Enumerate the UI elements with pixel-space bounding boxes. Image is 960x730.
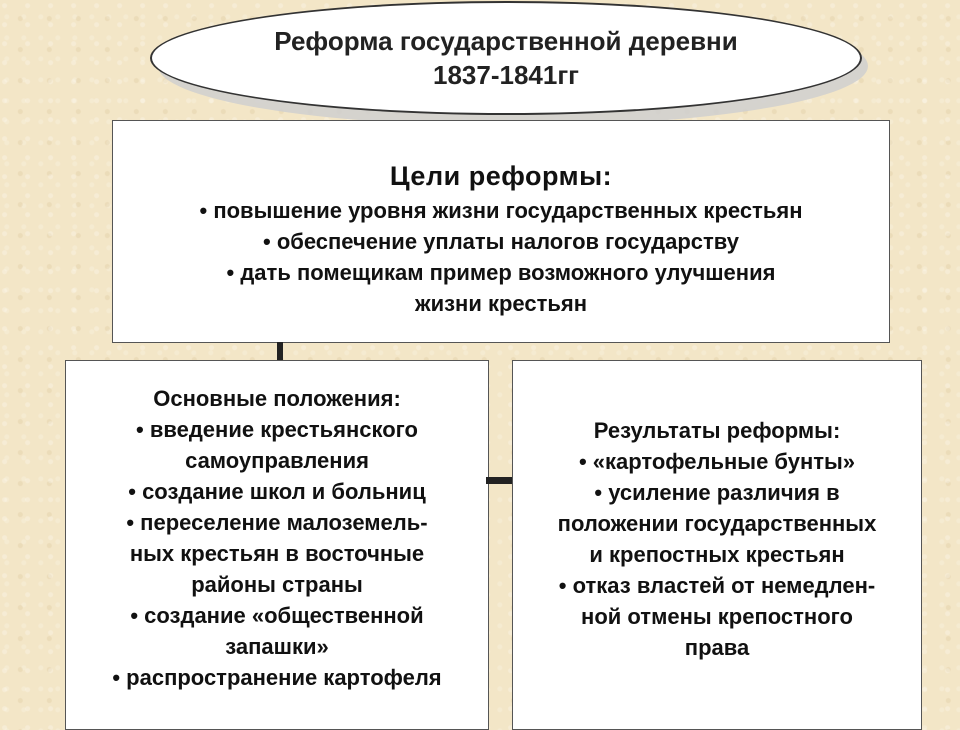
goals-line: • дать помещикам пример возможного улучшения xyxy=(226,260,776,285)
title-line-1: Реформа государственной деревни xyxy=(274,26,738,56)
provisions-line: запашки» xyxy=(225,634,329,659)
provisions-line: районы страны xyxy=(191,572,363,597)
goals-line: жизни крестьян xyxy=(414,291,588,316)
goals-line: • обеспечение уплаты налогов государству xyxy=(263,229,739,254)
results-title: Результаты реформы: xyxy=(593,418,841,443)
provisions-line: • создание школ и больниц xyxy=(128,479,426,504)
results-line: ной отмены крепостного xyxy=(581,604,853,629)
results-line: • «картофельные бунты» xyxy=(578,449,856,474)
title-ellipse xyxy=(150,1,862,115)
provisions-line: • переселение малоземель- xyxy=(126,510,428,535)
provisions-line: ных крестьян в восточные xyxy=(129,541,425,566)
provisions-box xyxy=(65,360,489,730)
goals-line: • повышение уровня жизни государственных крестьян xyxy=(199,198,803,223)
provisions-title: Основные положения: xyxy=(153,386,401,411)
results-line: • отказ властей от немедлен- xyxy=(558,573,876,598)
results-line: положении государственных xyxy=(557,511,877,536)
provisions-line: • введение крестьянского xyxy=(136,417,418,442)
results-box xyxy=(512,360,922,730)
goals-title: Цели реформы: xyxy=(389,161,613,191)
results-line: права xyxy=(684,635,750,660)
results-line: • усиление различия в xyxy=(594,480,840,505)
title-line-2: 1837-1841гг xyxy=(433,60,579,90)
provisions-line: • распространение картофеля xyxy=(112,665,442,690)
provisions-line: • создание «общественной xyxy=(130,603,424,628)
provisions-line: самоуправления xyxy=(185,448,369,473)
goals-box xyxy=(112,120,890,343)
results-line: и крепостных крестьян xyxy=(589,542,845,567)
